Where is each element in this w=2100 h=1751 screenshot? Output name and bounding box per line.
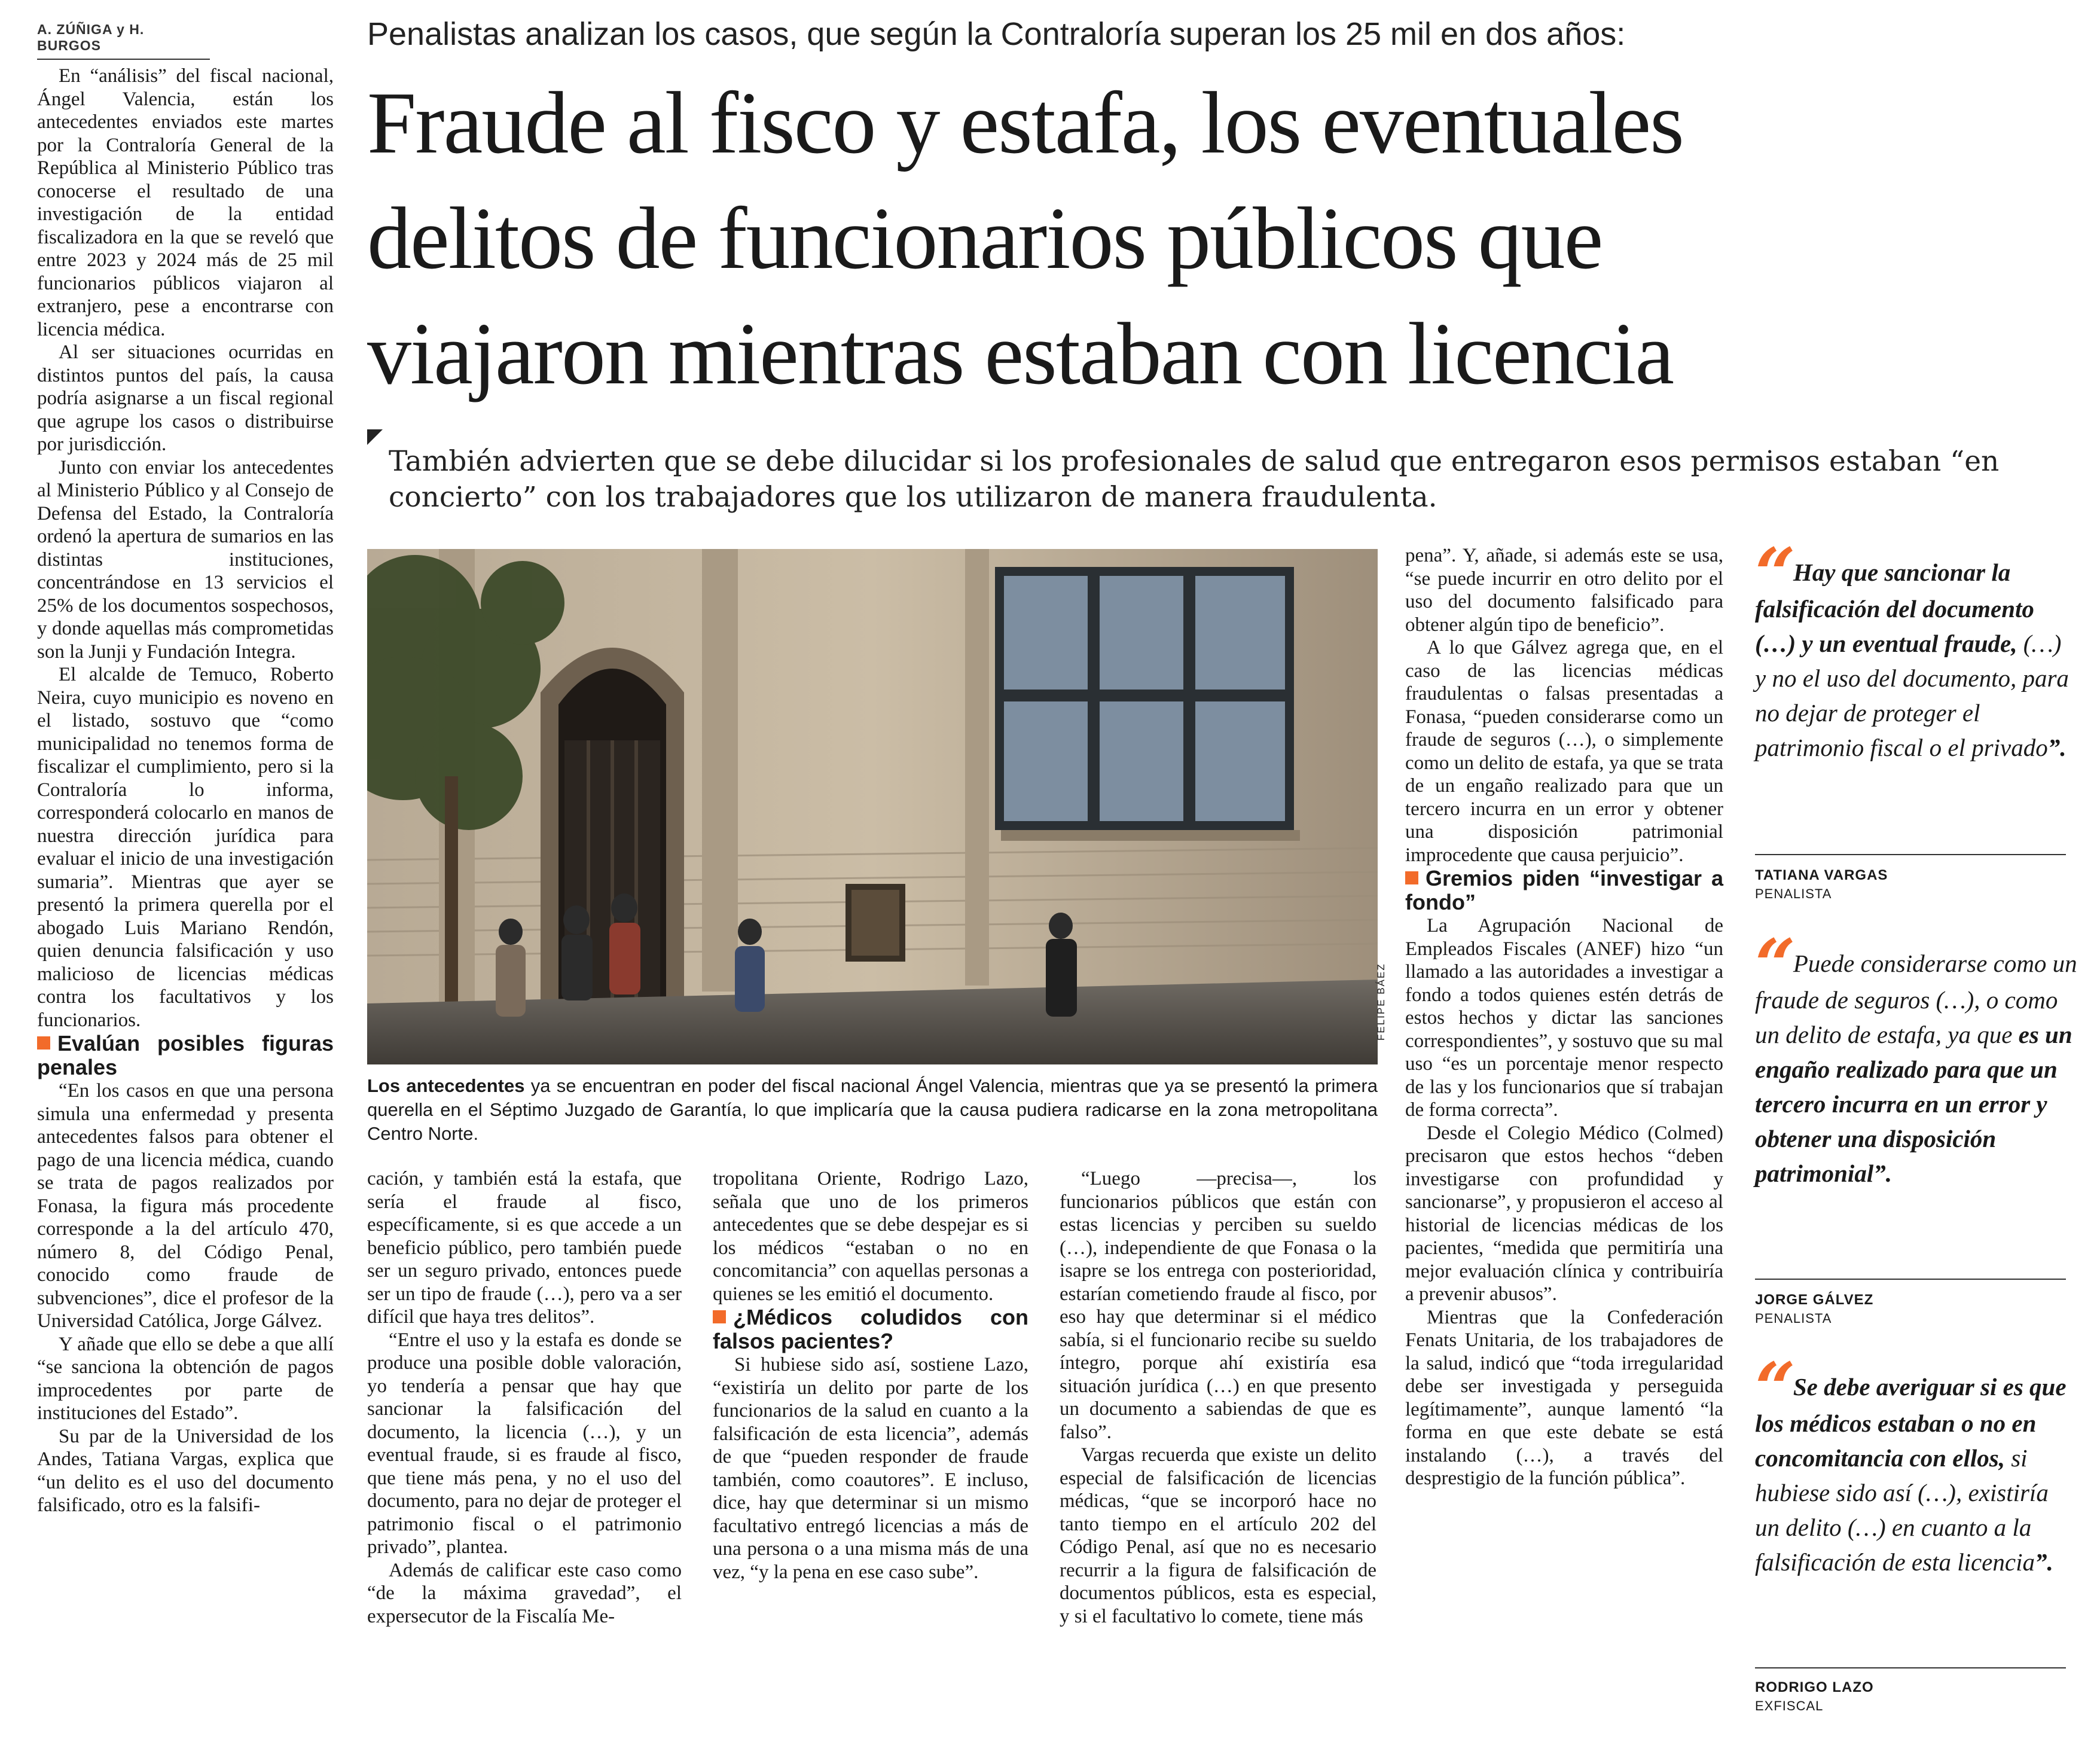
column-4	[1060, 1167, 1376, 1628]
paragraph: Si hubiese sido así, sostiene Lazo, “existiría un delito por parte de los funcionarios de la salud en cuanto a la falsificación de esta licencia”, además de que “pueden responder de fraude también, como coautores”. E incluso, dice, hay que determinar si un mismo facultativo entregó licencias a más de una persona o a una misma más de una vez, “y la pena en ese caso sube”.	[713, 1354, 1028, 1583]
square-bullet-icon	[713, 1310, 726, 1323]
quote-attribution-role: EXFISCAL	[1755, 1698, 1824, 1713]
photo-illustration	[367, 549, 1378, 1064]
paragraph: Vargas recuerda que existe un delito especial de falsificación de licencias médicas, “que se incorporó hace no tanto tiempo en el artículo 202 del Código Penal, así que no es necesario recurrir a la figura de falsificación de documentos públicos, esta es especial, y si el facultativo lo comete, tiene más	[1060, 1444, 1376, 1627]
headline-line-1: Fraude al fisco y estafa, los eventuales	[367, 74, 1683, 172]
quote-attribution-name: RODRIGO LAZO	[1755, 1679, 1874, 1695]
subheading-text: ¿Médicos coludidos con falsos pacientes?	[713, 1305, 1028, 1353]
quote-bold: Se debe averiguar si es que los médicos estaban o no en concomitancia con ellos,	[1755, 1373, 2067, 1472]
paragraph: La Agrupación Nacional de Empleados Fiscales (ANEF) hizo “un llamado a las autoridades a investigar a fondo a todos quienes estén detrás de estos hechos y dictar las sanciones correspondientes”, y sostuvo que su mal uso “es un porcentaje menor respecto de las y los funcionarios que sí trabajan de forma correcta”.	[1405, 915, 1723, 1121]
subheading-text: Gremios piden “investigar a fondo”	[1405, 866, 1723, 914]
paragraph: Además de calificar este caso como “de la máxima gravedad”, el expersecutor de la Fiscalía Me-	[367, 1559, 682, 1627]
quote-attribution-name: TATIANA VARGAS	[1755, 867, 1888, 883]
column-2	[367, 1167, 682, 1628]
quote-text: (…) y no el uso del documento, para no dejar de proteger el patrimonio fiscal o el privado	[1755, 630, 2069, 761]
quote-divider	[1755, 1279, 2066, 1280]
paragraph: Junto con enviar los antecedentes al Ministerio Público y al Consejo de Defensa del Estado, la Contraloría ordenó la apertura de sumarios en las distintas instituciones, concentrándose en 13 servicios el 25% de los documentos sospechosos, y donde aquellas más comprometidas son la Junji y Fundación Integra.	[37, 456, 334, 663]
photo-credit: FELIPE BÁEZ	[1375, 963, 1387, 1041]
quote-attribution-role: PENALISTA	[1755, 1311, 1832, 1326]
pull-quote-1	[1755, 532, 2078, 765]
pull-quote-3	[1755, 1347, 2078, 1579]
headline-line-3: viajaron mientras estaban con licencia	[367, 305, 1674, 403]
paragraph: pena”. Y, añade, si además este se usa, “se puede incurrir en otro delito por el uso del documento falsificado para obtener algún tipo de beneficio”.	[1405, 545, 1723, 636]
photo-caption	[367, 1074, 1378, 1146]
photo-contraloria-building	[367, 549, 1378, 1064]
paragraph: En “análisis” del fiscal nacional, Ángel Valencia, están los antecedentes enviados este martes por la Contraloría General de la República al Ministerio Público tras conocerse el resultado de una investigación de la entidad fiscalizadora en la que se reveló que entre 2023 y 2024 más de 25 mil funcionarios públicos viajaron al extranjero, pese a encontrarse con licencia médica.	[37, 65, 334, 340]
quote-text: Puede considerarse como un fraude de seguros (…), o como un delito de estafa, ya que	[1755, 950, 2077, 1048]
paragraph: Mientras que la Confederación Fenats Unitaria, de los trabajadores de la salud, indicó que “toda irregularidad debe ser investigada y perseguida legítimamente”, aunque lamentó “la forma en que este debate se está instalando (…), a través del desprestigio de la función pública”.	[1405, 1306, 1723, 1489]
quote-bold: Hay que sancionar la falsificación del documento (…) y un eventual fraude,	[1755, 559, 2034, 657]
column-3	[713, 1167, 1028, 1584]
subheading-text: Evalúan posibles figuras penales	[37, 1031, 334, 1079]
quote-attribution-name: JORGE GÁLVEZ	[1755, 1292, 1874, 1308]
subheading	[37, 1032, 334, 1079]
paragraph: Y añade que ello se debe a que allí “se sanciona la obtención de pagos improcedentes por parte de instituciones del Estado”.	[37, 1333, 334, 1424]
quote-mark-icon: “	[1755, 923, 1787, 1006]
caption-text: ya se encuentran en poder del fiscal nacional Ángel Valencia, mientras que ya se presentó la primera querella en el Séptimo Juzgado de Garantía, lo que implicaría que la causa pudiera radicarse en la zona metropolitana Centro Norte.	[367, 1075, 1378, 1144]
quote-bold: es un engaño realizado para que un tercero incurra en un error y obtener una disposición patrimonial	[1755, 1021, 2072, 1187]
column-1	[37, 65, 334, 1517]
subheading	[1405, 867, 1723, 914]
deck: También advierten que se debe dilucidar si los profesionales de salud que entregaron esos permisos estaban “en concierto” con los trabajadores que los utilizaron de manera fraudulenta.	[389, 445, 2000, 514]
paragraph: Al ser situaciones ocurridas en distintos puntos del país, la causa podría asignarse a un fiscal regional que agrupe los casos o distribuirse por jurisdicción.	[37, 341, 334, 455]
paragraph: tropolitana Oriente, Rodrigo Lazo, señala que uno de los primeros antecedentes que se debe despejar es si los médicos “estaban o no en concomitancia” con aquellas personas a quienes se les emitió el documento.	[713, 1168, 1028, 1305]
quote-text: si hubiese sido así (…), existiría un delito (…) en cuanto a la falsificación de esta licencia	[1755, 1444, 2049, 1576]
headline-line-2: delitos de funcionarios públicos que	[367, 190, 1603, 288]
headline	[367, 66, 2059, 412]
deck-marker	[367, 429, 383, 445]
paragraph: “Luego —precisa—, los funcionarios públicos que están con estas licencias y perciben su sueldo (…), independiente de que Fonasa o la isapre se los entrega con posterioridad, estarían cometiendo fraude al fisco, por eso hay que determinar si el médico sabía, si el funcionario recibe su sueldo íntegro, porque ahí existiría esa situación jurídica (…) en que presento un documento a sabiendas de que es falso”.	[1060, 1168, 1376, 1443]
caption-lead: Los antecedentes	[367, 1075, 525, 1096]
square-bullet-icon	[37, 1036, 50, 1050]
quote-mark-icon: “	[1755, 1347, 1787, 1430]
paragraph: cación, y también está la estafa, que sería el fraude al fisco, específicamente, si es que accede a un beneficio público, pero también puede ser un seguro privado, entonces puede ser un tipo de fraude (…), pero va a ser difícil que haya tres delitos”.	[367, 1168, 682, 1328]
paragraph: “En los casos en que una persona simula una enfermedad y presenta antecedentes falsos para obtener el pago de una licencia médica, cuando se trata de pagos realizados por Fonasa, la figura más procedente corresponde a la del artículo 470, número 8, del Código Penal, conocido como fraude de subvenciones”, dice el profesor de la Universidad Católica, Jorge Gálvez.	[37, 1080, 334, 1332]
quote-mark-icon: “	[1755, 532, 1787, 615]
paragraph: Desde el Colegio Médico (Colmed) precisaron que estos hechos “deben investigarse con profundidad y sancionarse”, y propusieron el acceso al historial de licencias médicas de los pacientes, “medida que permitiría una mejor evaluación clínica y contribuiría a prevenir abusos”.	[1405, 1122, 1723, 1305]
paragraph: El alcalde de Temuco, Roberto Neira, cuyo municipio es noveno en el listado, sostuvo que “como municipalidad no tenemos forma de fiscalizar el cumplimiento, pero si la Contraloría lo informa, corresponderá colocarlo en manos de nuestra dirección jurídica para evaluar el inicio de una investigación sumaria”. Mientras que ayer se presentó la primera querella por el abogado Luis Mariano Rendón, quien denuncia falsificación y uso malicioso de licencias médicas contra los facultativos y los funcionarios.	[37, 664, 334, 1031]
paragraph: “Entre el uso y la estafa es donde se produce una posible doble valoración, yo tendería a pensar que hay que sancionar la falsificación del documento, la licencia (…), y un eventual fraude, si es fraude al fisco, que tiene más pena, y no el uso del documento, para no dejar de proteger el patrimonio fiscal o el patrimonio privado”, plantea.	[367, 1329, 682, 1558]
kicker: Penalistas analizan los casos, que según la Contraloría superan los 25 mil en dos años:	[367, 16, 1626, 52]
quote-end: ”.	[2047, 734, 2067, 761]
quote-end: ”.	[1873, 1160, 1892, 1187]
subheading	[713, 1305, 1028, 1353]
quote-attribution-role: PENALISTA	[1755, 886, 1832, 901]
quote-divider	[1755, 854, 2066, 855]
quote-divider	[1755, 1667, 2066, 1668]
quote-end: ”.	[2034, 1548, 2053, 1576]
square-bullet-icon	[1405, 871, 1418, 884]
pull-quote-2	[1755, 923, 2078, 1191]
column-5	[1405, 544, 1723, 1490]
paragraph: A lo que Gálvez agrega que, en el caso de las licencias médicas fraudulentas o falsas presentadas a Fonasa, “pueden considerarse como un fraude de seguros (…), o simplemente como un delito de estafa, ya que se trata de un engaño realizado para que un tercero incurra en un error y obtener una disposición patrimonial improcedente que causa perjuicio”.	[1405, 637, 1723, 866]
byline: A. ZÚÑIGA y H. BURGOS	[37, 22, 210, 60]
paragraph: Su par de la Universidad de los Andes, Tatiana Vargas, explica que “un delito es el uso del documento falsificado, otro es la falsifi-	[37, 1425, 334, 1516]
